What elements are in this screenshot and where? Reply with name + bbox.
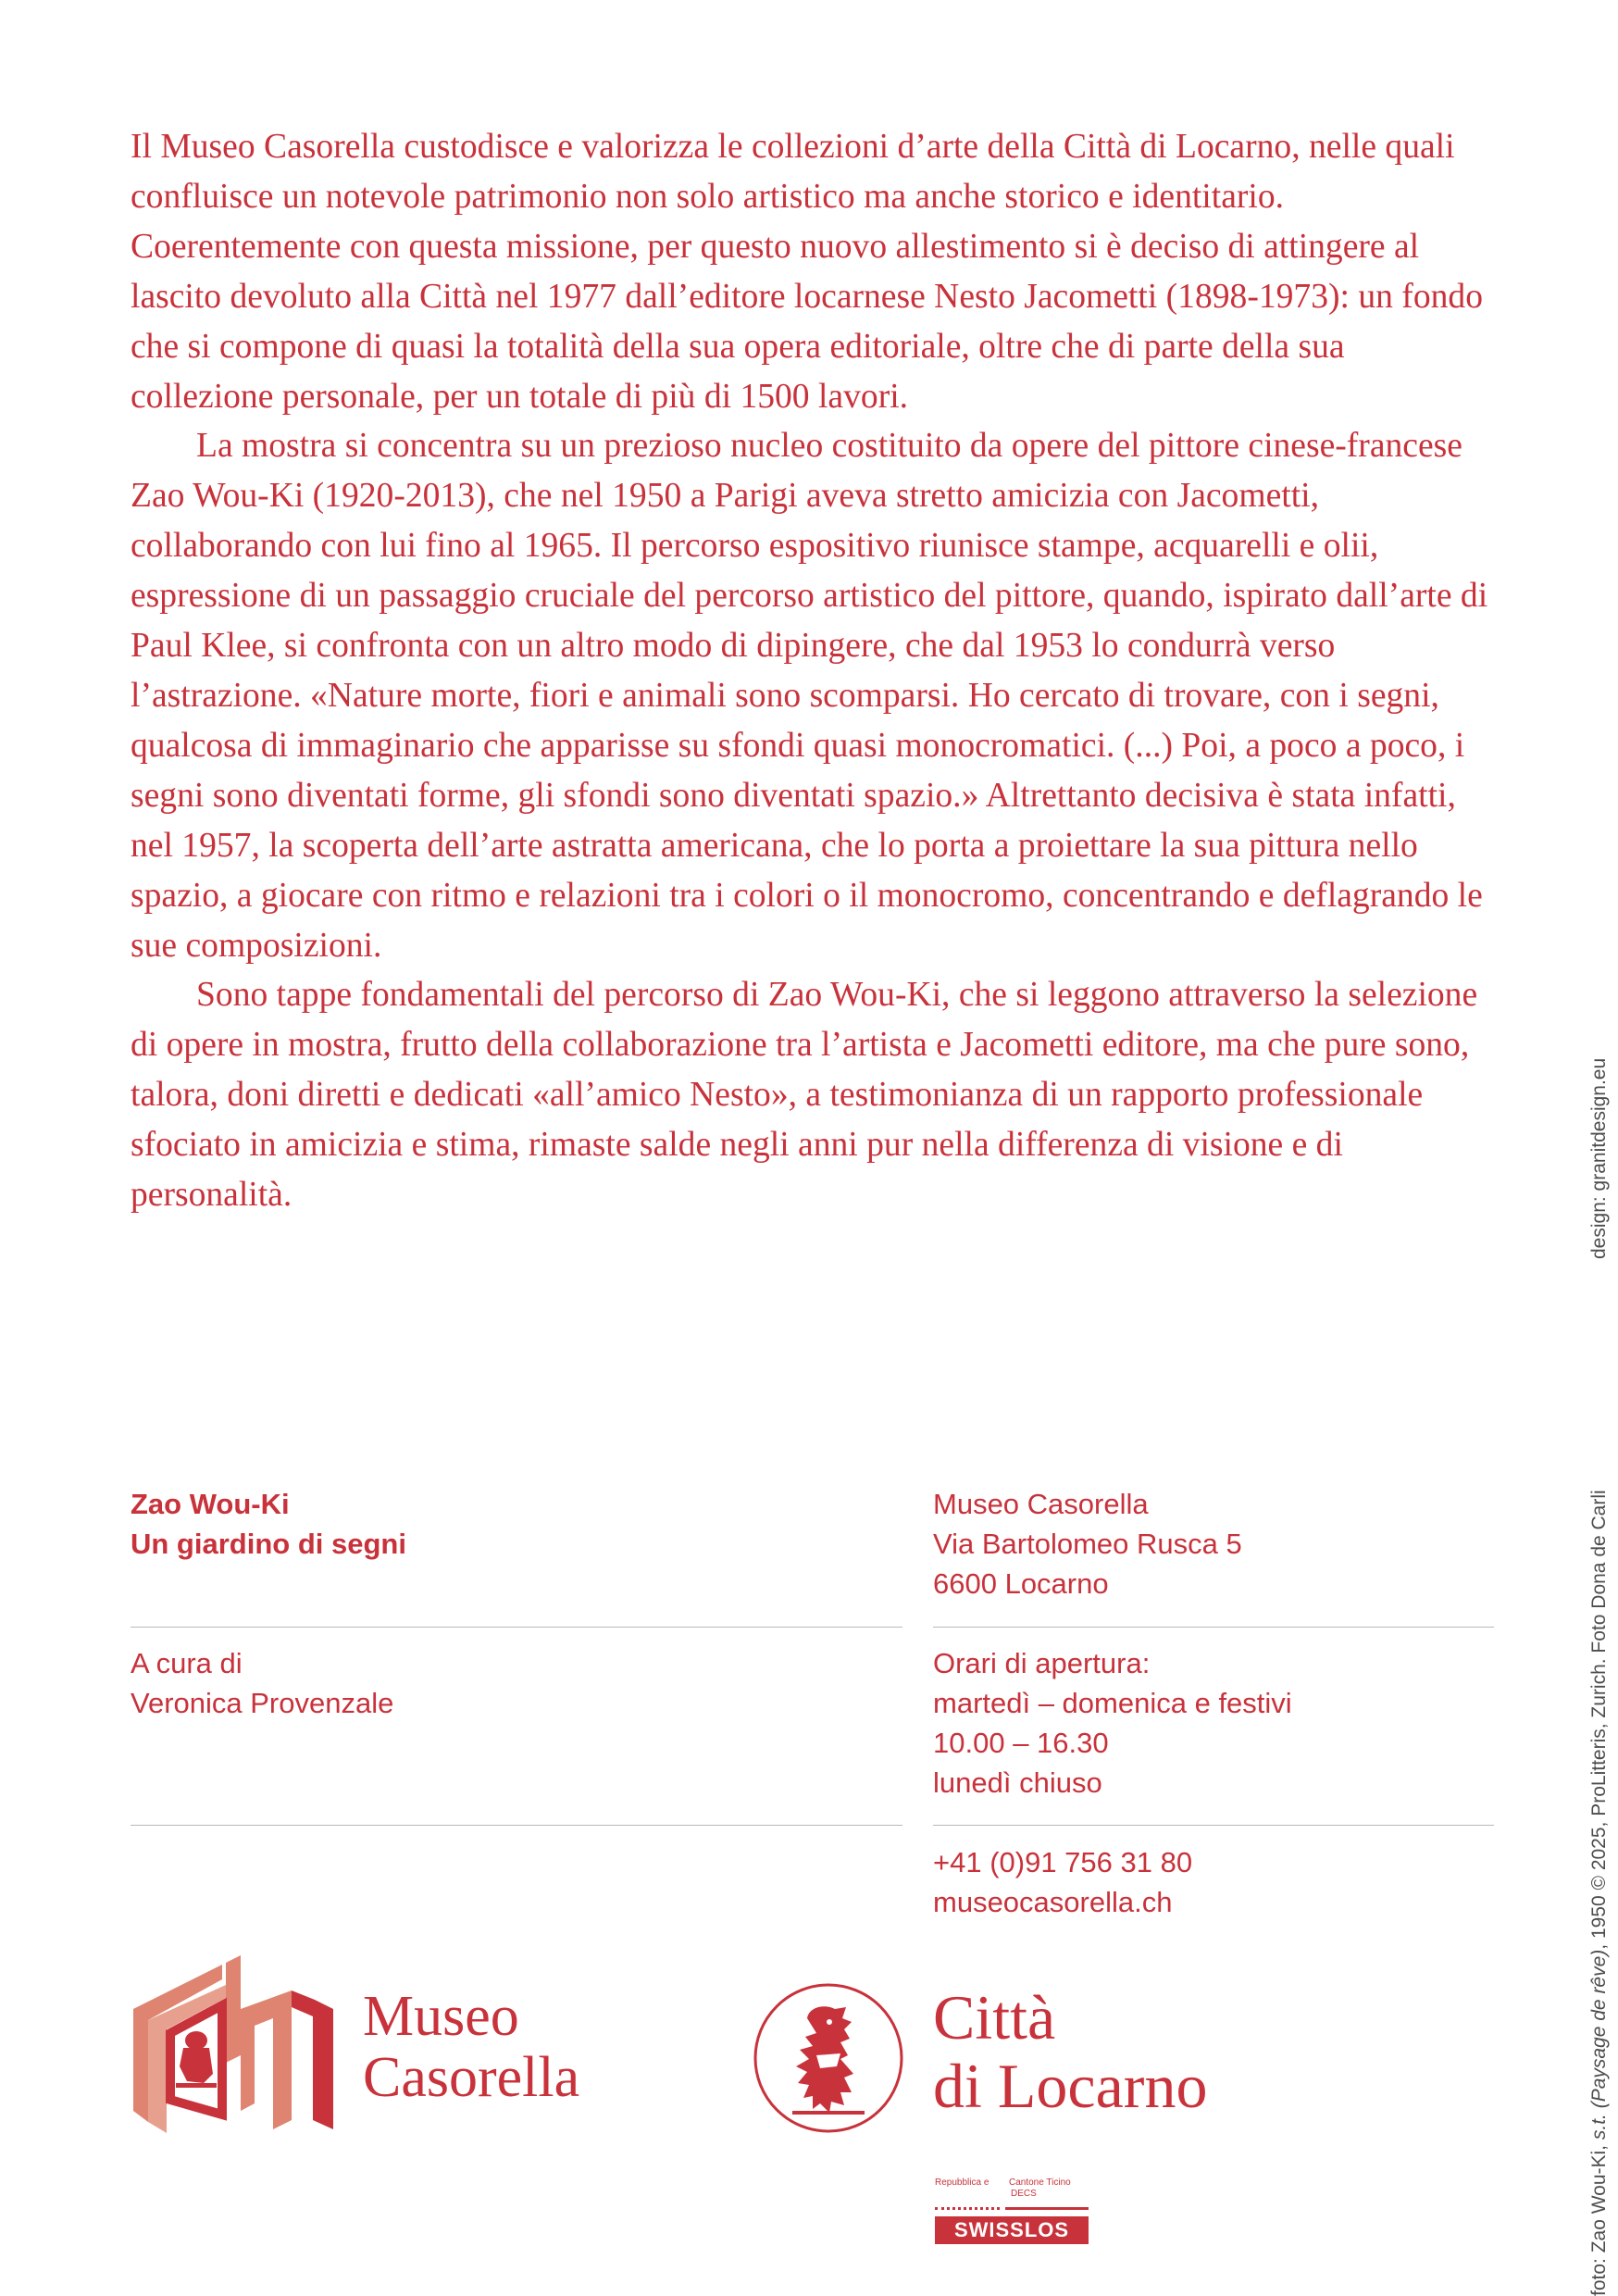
museo-casorella-logo-icon: [130, 1944, 338, 2139]
credit-photo-title: s.t. (Paysage de rêve): [1588, 1949, 1610, 2140]
hours-closed: lunedì chiuso: [933, 1766, 1102, 1799]
opening-hours-block: [933, 1643, 1292, 1803]
design-credit: design: granitdesign.eu: [1588, 1057, 1610, 1259]
exhibition-title-block: [131, 1484, 406, 1564]
hours-days: martedì – domenica e festivi: [933, 1687, 1292, 1719]
contact-website[interactable]: museocasorella.ch: [933, 1886, 1173, 1918]
curator-label: A cura di: [131, 1647, 243, 1679]
exhibition-artist: Zao Wou-Ki: [131, 1488, 290, 1520]
citta-wordmark-line2: di Locarno: [933, 2051, 1208, 2121]
hours-label: Orari di apertura:: [933, 1647, 1151, 1679]
museum-address-block: [933, 1484, 1242, 1603]
museo-casorella-wordmark: [363, 1986, 579, 2108]
swisslos-badge: SWISSLOS: [935, 2216, 1089, 2244]
museo-wordmark-line1: Museo: [363, 1985, 519, 2048]
museo-wordmark-line2: Casorella: [363, 2046, 580, 2109]
credit-photo-prefix: foto: Zao Wou-Ki,: [1588, 2140, 1610, 2296]
intro-paragraph: Sono tappe fondamentali del percorso di Zao Wou-Ki, che si leggono attraverso la selezione di opere in mostra, frutto della collaborazione tra l’artista e Jacometti editore, ma che pure sono, talora, doni diretti e dedicati «all’amico Nesto», a testimonianza di un rapporto professionale sfociato in amicizia e stima, rimaste salde negli anni pur nella differenza di visione e di personalità.: [131, 976, 1478, 1215]
citta-di-locarno-wordmark: [933, 1983, 1207, 2120]
divider: [933, 1627, 1494, 1628]
museum-city: 6600 Locarno: [933, 1567, 1109, 1600]
divider: [131, 1627, 902, 1628]
swisslos-dept-label: DECS: [1011, 2189, 1037, 2199]
swisslos-logo: [935, 2177, 1092, 2244]
contact-block: [933, 1842, 1192, 1922]
intro-paragraph: La mostra si concentra su un prezioso nucleo costituito da opere del pittore cinese-francese Zao Wou-Ki (1920-2013), che nel 1950 a Parigi aveva stretto amicizia con Jacometti, collaborando con lui fino al 1965. Il percorso espositivo riunisce stampe, acquarelli e olii, espressione di un passaggio cruciale del percorso artistico del pittore, quando, ispirato dall’arte di Paul Klee, si confronta con un altro modo di dipingere, che dal 1953 lo condurrà verso l’astrazione. «Nature morte, fiori e animali sono scomparsi. Ho cercato di trovare, con i segni, qualcosa di immaginario che apparisse su sfondi quasi monocromatici. (...) Poi, a poco a poco, i segni sono diventati forme, gli sfondi sono diventati spazio.» Altrettanto decisiva è stata infatti, nel 1957, la scoperta dell’arte astratta americana, che lo porta a proiettare la sua pittura nello spazio, a giocare con ritmo e relazioni tra i colori o il monocromo, concentrando e deflagrando le sue composizioni.: [131, 427, 1488, 965]
curator-name: Veronica Provenzale: [131, 1687, 394, 1719]
museum-name: Museo Casorella: [933, 1488, 1149, 1520]
hours-time: 10.00 – 16.30: [933, 1727, 1109, 1759]
intro-paragraph: Il Museo Casorella custodisce e valorizza le collezioni d’arte della Città di Locarno, nelle quali confluisce un notevole patrimonio non solo artistico ma anche storico e identitario. Coerentemente con questa missione, per questo nuovo allestimento si è deciso di attingere al lascito devoluto alla Città nel 1977 dall’editore locarnese Nesto Jacometti (1898-1973): un fondo che si compone di quasi la totalità della sua opera editoriale, oltre che di parte della sua collezione personale, per un totale di più di 1500 lavori.: [131, 128, 1483, 416]
citta-di-locarno-emblem-icon: [752, 1981, 905, 2135]
museum-street: Via Bartolomeo Rusca 5: [933, 1528, 1242, 1560]
curator-block: [131, 1643, 393, 1723]
photo-credit: [1588, 1057, 1611, 2296]
citta-wordmark-line1: Città: [933, 1982, 1056, 2053]
credit-photo-suffix: , 1950 © 2025, ProLitteris, Zurich. Foto Dona de Carli: [1588, 1490, 1610, 1950]
contact-phone[interactable]: +41 (0)91 756 31 80: [933, 1846, 1193, 1878]
divider: [131, 1825, 902, 1826]
swisslos-canton-label: Cantone Ticino: [1009, 2177, 1071, 2188]
exhibition-title: Un giardino di segni: [131, 1528, 406, 1560]
divider: [933, 1825, 1494, 1826]
intro-text: [131, 122, 1491, 1220]
swisslos-republic-label: Repubblica e: [935, 2177, 989, 2188]
